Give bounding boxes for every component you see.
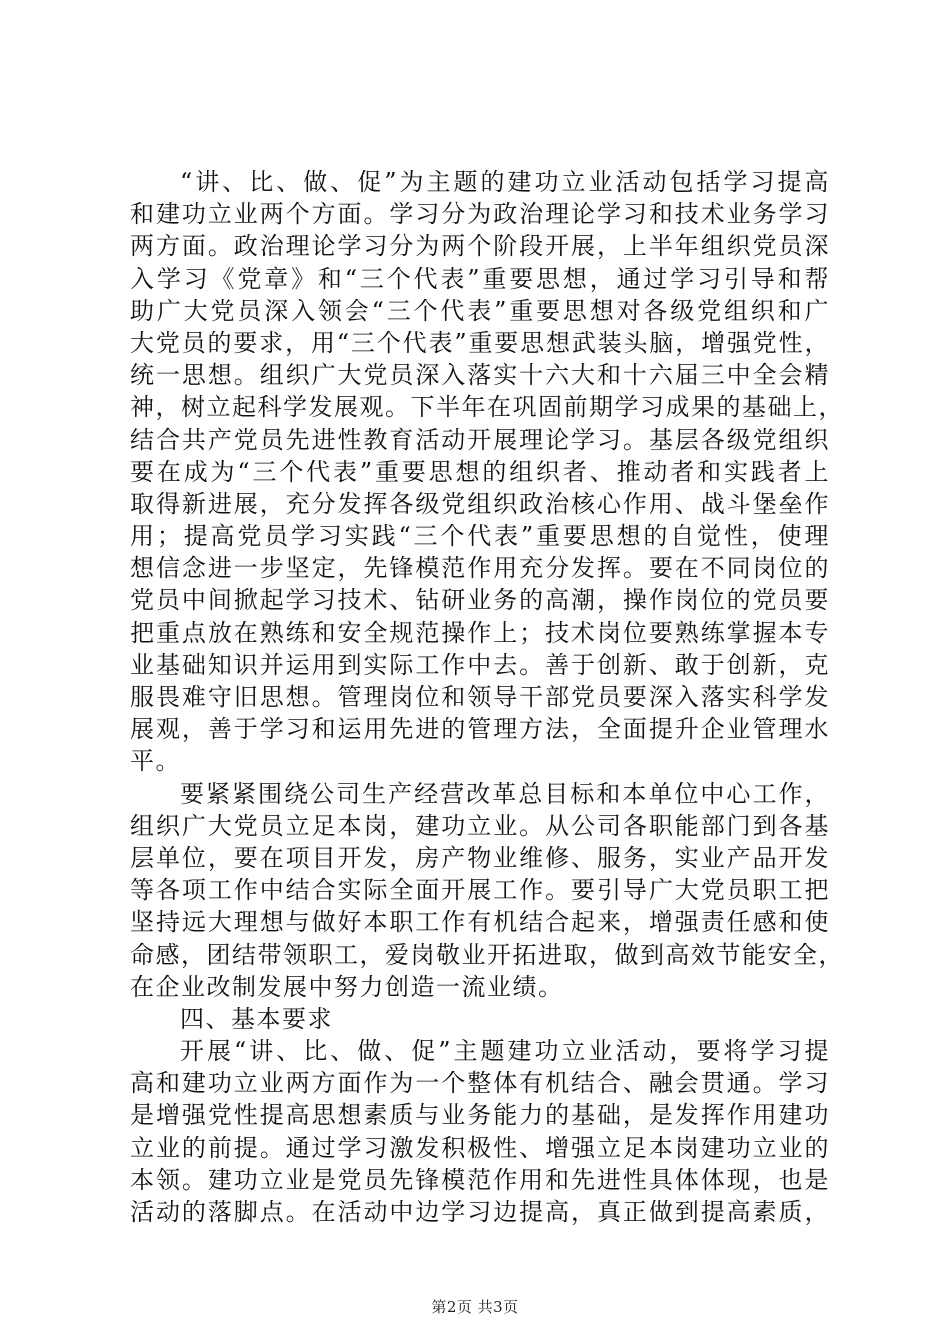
- text-line: 在企业改制发展中努力创造一流业绩。: [130, 972, 564, 1001]
- text-line: 本领。建功立业是党员先锋模范作用和先进性具体体现，也是: [130, 1165, 830, 1194]
- text-line: 党员中间掀起学习技术、钻研业务的高潮，操作岗位的党员要: [130, 586, 830, 615]
- text-line: 两方面。政治理论学习分为两个阶段开展，上半年组织党员深: [130, 232, 830, 261]
- text-line: 平。: [130, 747, 181, 776]
- page-number-footer: 第2页 共3页: [431, 1298, 519, 1316]
- text-line: 要紧紧围绕公司生产经营改革总目标和本单位中心工作，: [180, 779, 830, 808]
- text-line: 命感，团结带领职工，爱岗敬业开拓进取，做到高效节能安全，: [130, 940, 844, 969]
- text-line: 想信念进一步坚定，先锋模范作用充分发挥。要在不同岗位的: [130, 554, 830, 583]
- document-body: [130, 166, 844, 1228]
- text-line: 和建功立业两个方面。学习分为政治理论学习和技术业务学习: [130, 200, 830, 229]
- text-line: 等各项工作中结合实际全面开展工作。要引导广大党员职工把: [130, 876, 830, 905]
- text-line: 组织广大党员立足本岗，建功立业。从公司各职能部门到各基: [130, 811, 830, 840]
- text-line: 入学习《党章》和“三个代表”重要思想，通过学习引导和帮: [130, 264, 830, 293]
- text-line: 立业的前提。通过学习激发积极性、增强立足本岗建功立业的: [130, 1133, 830, 1162]
- text-line: 服畏难守旧思想。管理岗位和领导干部党员要深入落实科学发: [130, 683, 830, 711]
- text-line: 统一思想。组织广大党员深入落实十六大和十六届三中全会精: [130, 361, 830, 390]
- text-line: 高和建功立业两方面作为一个整体有机结合、融会贯通。学习: [130, 1069, 830, 1098]
- section-heading: 四、基本要求: [180, 1004, 333, 1033]
- text-line: 用；提高党员学习实践“三个代表”重要思想的自觉性，使理: [130, 522, 830, 551]
- text-line: 业基础知识并运用到实际工作中去。善于创新、敢于创新，克: [130, 650, 830, 679]
- text-line: 大党员的要求，用“三个代表”重要思想武装头脑，增强党性，: [130, 328, 830, 357]
- text-line: 坚持远大理想与做好本职工作有机结合起来，增强责任感和使: [130, 908, 830, 937]
- text-line: 层单位，要在项目开发，房产物业维修、服务，实业产品开发: [130, 843, 830, 872]
- text-line: 助广大党员深入领会“三个代表”重要思想对各级党组织和广: [130, 296, 830, 325]
- text-line: 取得新进展，充分发挥各级党组织政治核心作用、战斗堡垒作: [130, 489, 830, 518]
- text-line: “讲、比、做、促”为主题的建功立业活动包括学习提高: [180, 168, 830, 196]
- text-line: 把重点放在熟练和安全规范操作上；技术岗位要熟练掌握本专: [130, 618, 830, 647]
- text-line: 结合共产党员先进性教育活动开展理论学习。基层各级党组织: [130, 425, 830, 454]
- text-line: 要在成为“三个代表”重要思想的组织者、推动者和实践者上: [130, 457, 830, 486]
- text-line: 活动的落脚点。在活动中边学习边提高，真正做到提高素质，: [130, 1198, 830, 1226]
- text-line: 展观，善于学习和运用先进的管理方法，全面提升企业管理水: [130, 715, 830, 744]
- text-line: 是增强党性提高思想素质与业务能力的基础，是发挥作用建功: [130, 1101, 830, 1130]
- text-line: 开展“讲、比、做、促”主题建功立业活动，要将学习提: [180, 1037, 830, 1066]
- text-line: 神，树立起科学发展观。下半年在巩固前期学习成果的基础上，: [130, 393, 844, 422]
